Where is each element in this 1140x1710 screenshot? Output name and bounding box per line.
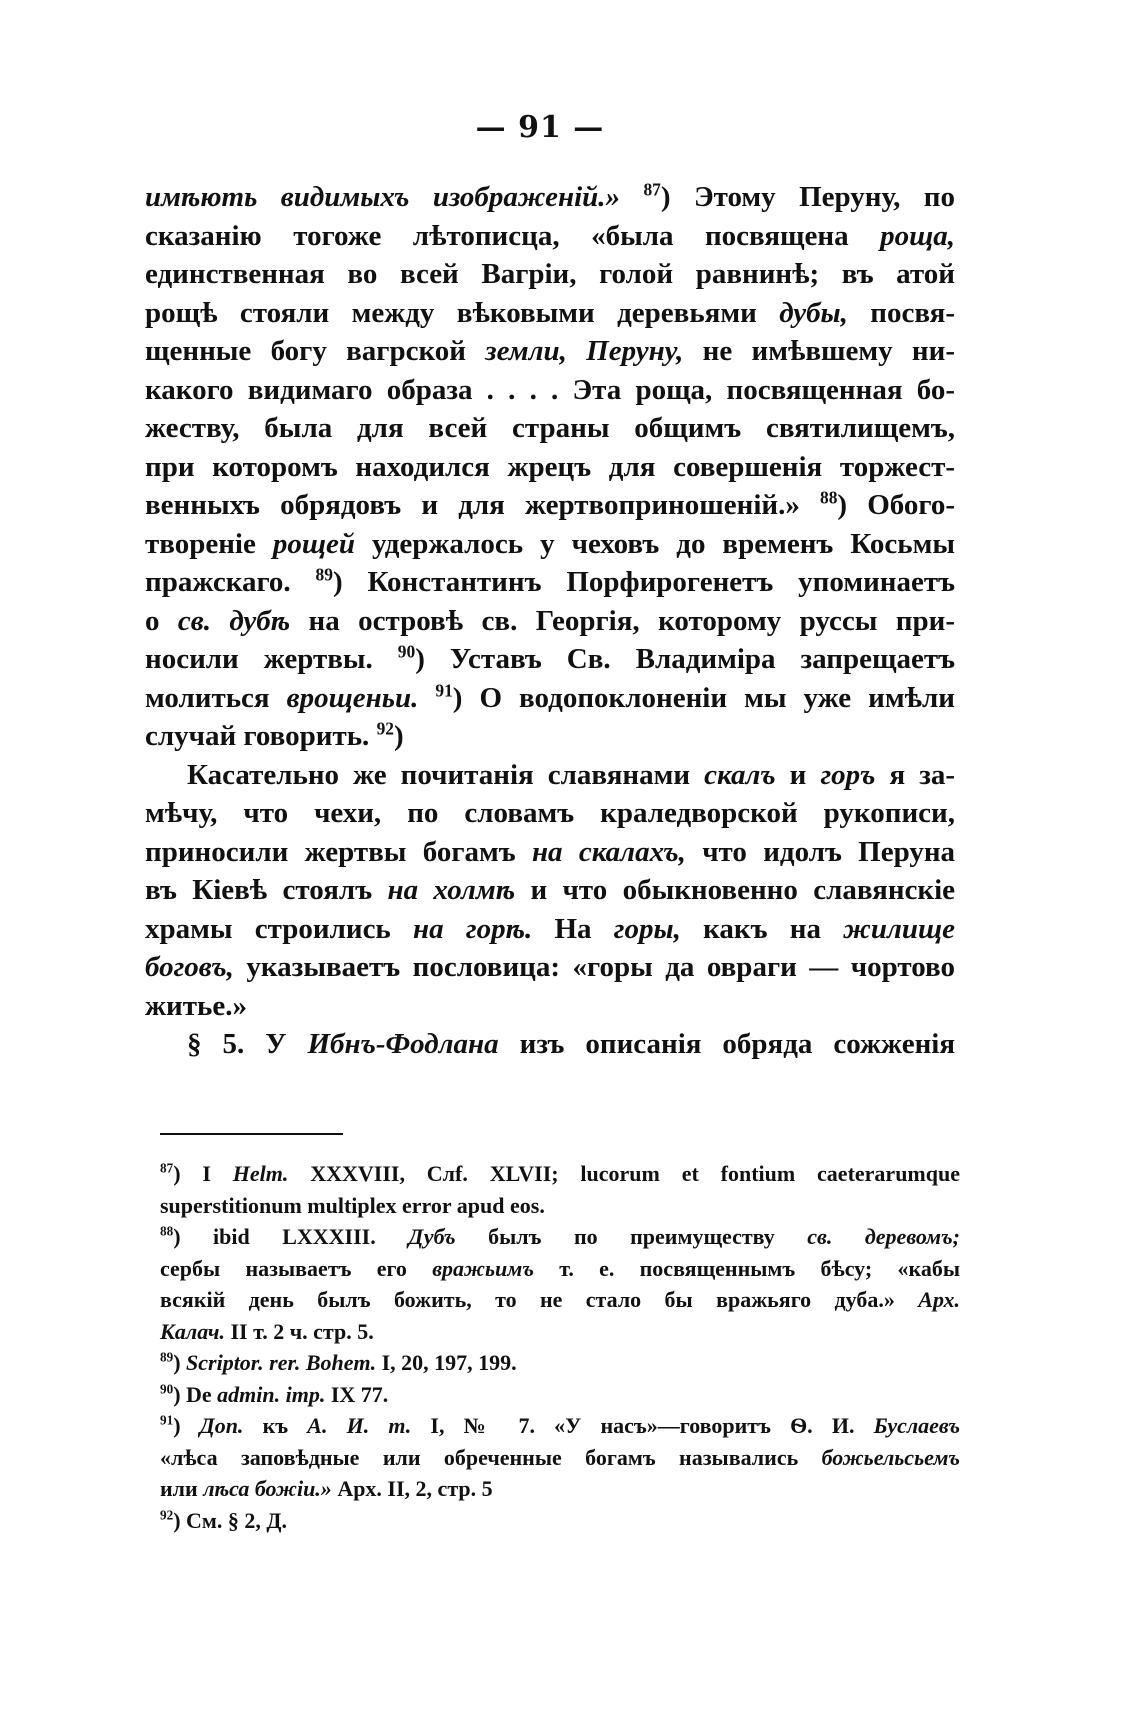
footnote-92: $^{92}$) См. § 2, Д. bbox=[160, 1507, 288, 1533]
footnote-89: $^{89}$) Scriptor. rer. Bohem. I, 20, 197, 199. bbox=[160, 1349, 517, 1375]
text-line: рощѣ стояли между вѣковыми деревьями дубы, посвя- bbox=[145, 296, 956, 329]
footnote-ref[interactable]: 89 bbox=[315, 564, 333, 585]
footnote-line: superstitionum multiplex error apud eos. bbox=[160, 1192, 545, 1218]
text-line: сказанію тогоже лѣтописца, «была посвящена роща, bbox=[145, 219, 956, 252]
text-line: о св. дубѣ на островѣ св. Георгія, которому руссы при- bbox=[145, 604, 955, 637]
footnote-number: 90 bbox=[160, 1381, 174, 1397]
footnote-87: $^{87}$) I Helm. XXXVIII, Слf. XLVII; lucorum et fontium caeterarumque bbox=[160, 1160, 960, 1186]
text-line: житье.» bbox=[145, 989, 247, 1022]
text-line: боговъ, указываетъ пословица: «горы да овраги — чортово bbox=[145, 951, 956, 983]
section-start-line: § 5. У Ибнъ-Фодлана изъ описанія обряда сожженія bbox=[187, 1028, 956, 1060]
footnote-number: 87 bbox=[160, 1160, 174, 1176]
footnote-line: или лѣса божіи.» Арх. II, 2, стр. 5 bbox=[160, 1476, 493, 1501]
footnote-number: 92 bbox=[160, 1507, 174, 1523]
text-line: молиться врощеньи. $^{91}$) О водопоклоненіи мы уже имѣли bbox=[145, 679, 956, 714]
main-text bbox=[145, 178, 955, 1064]
footnote-ref[interactable]: 87 bbox=[643, 179, 661, 200]
text-line: щенные богу вагрской земли, Перуну, не имѣвшему ни- bbox=[145, 335, 955, 367]
footnotes bbox=[160, 1158, 960, 1536]
footnote-ref[interactable]: 91 bbox=[435, 679, 453, 700]
text-line: имѣють видимыхъ изображеній.» $^{87}$) Этому Перуну, по bbox=[145, 179, 955, 213]
text-line: храмы строились на горѣ. На горы, какъ на жилище bbox=[145, 912, 956, 945]
footnote-ref[interactable]: 92 bbox=[376, 718, 394, 739]
text-line: носили жертвы. $^{90}$) Уставъ Св. Владиміра запрещаетъ bbox=[145, 641, 955, 675]
section-mark: § 5. bbox=[187, 1028, 245, 1060]
text-line: пражскаго. $^{89}$) Константинъ Порфирогенетъ упоминаетъ bbox=[145, 564, 956, 598]
footnote-90: $^{90}$) De admin. imp. IX 77. bbox=[160, 1381, 389, 1407]
footnote-line: всякій день былъ божить, то не стало бы вражьяго дуба.» Арх. bbox=[160, 1287, 960, 1312]
text-line: мѣчу, что чехи, по словамъ краледворской рукописи, bbox=[145, 797, 955, 829]
footnote-91: $^{91}$) Доп. къ А. И. т. I, № 7. «У насъ»—говоритъ Ѳ. И. Буслаевъ bbox=[160, 1412, 961, 1438]
footnote-number: 89 bbox=[160, 1349, 174, 1365]
text-line: венныхъ обрядовъ и для жертвоприношеній.» $^{88}$) Обого- bbox=[145, 487, 956, 521]
text-line: жеству, была для всей страны общимъ святилищемъ, bbox=[145, 412, 955, 444]
footnote-number: 88 bbox=[160, 1223, 174, 1239]
text-line: въ Кіевѣ стоялъ на холмѣ и что обыкновенно славянскіе bbox=[145, 874, 956, 906]
footnote-ref[interactable]: 90 bbox=[397, 641, 416, 662]
footnote-number: 91 bbox=[160, 1412, 174, 1428]
footnote-line: «лѣса заповѣдные или обреченные богамъ назывались божьельсьемъ bbox=[160, 1444, 960, 1470]
text-line: Касательно же почитанія славянами скалъ и горъ я за- bbox=[187, 758, 956, 791]
text-line: единственная во всей Вагріи, голой равнинѣ; въ атой bbox=[145, 258, 955, 290]
text-line: приносили жертвы богамъ на скалахъ, что идолъ Перуна bbox=[145, 835, 956, 868]
footnote-line: сербы называетъ его вражьимъ т. е. посвященнымъ бѣсу; «кабы bbox=[160, 1255, 961, 1281]
text-line: случай говорить. $^{92}$) bbox=[145, 718, 404, 752]
footnote-ref[interactable]: 88 bbox=[820, 487, 838, 508]
footnote-line: Калач. II т. 2 ч. стр. 5. bbox=[160, 1318, 374, 1344]
footnote-88: $^{88}$) ibid LXXXIII. Дубъ былъ по преимуществу св. деревомъ; bbox=[160, 1223, 961, 1249]
text-line: при которомъ находился жрецъ для совершенія торжест- bbox=[145, 450, 955, 483]
footnote-divider bbox=[160, 1133, 343, 1135]
text-line: твореніе рощей удержалось у чеховъ до временъ Косьмы bbox=[145, 527, 956, 560]
text-line: какого видимаго образа . . . . Эта роща, посвященная бо- bbox=[145, 373, 955, 406]
italic-quote: имѣють видимыхъ изображеній.» bbox=[145, 181, 621, 213]
page-number: — 91 — bbox=[475, 110, 605, 145]
